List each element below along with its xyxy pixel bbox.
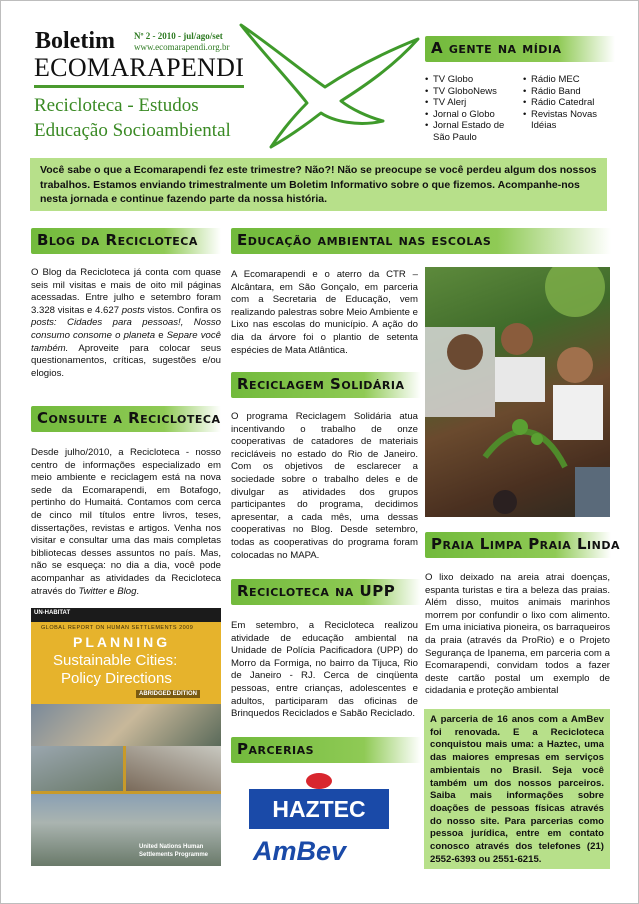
- book-cover: [31, 608, 221, 866]
- header-rule: [34, 85, 244, 88]
- list-item: • TV Alerj: [425, 97, 520, 109]
- intro-text: Você sabe o que a Ecomarapendi fez este trimestre? Não?! Não se preocupe se você perdeu algum dos nossos trabalhos. Estamos enviando trimestralmente um Boletim Informativo sobre o que fizemos. Acompanhe-nos nesta jornada e continue fazendo parte da nossa história.: [40, 164, 597, 205]
- upp-heading-text: Recicloteca na UPP: [237, 582, 396, 600]
- list-item: • TV Globo: [425, 74, 520, 86]
- site-url: www.ecomarapendi.org.br: [134, 42, 230, 52]
- cover-line3: Policy Directions: [61, 670, 172, 687]
- haztec-logo-icon: [306, 773, 332, 789]
- list-item: • Rádio Catedral: [523, 97, 615, 109]
- midia-heading-text: A gente na mídia: [431, 39, 562, 57]
- upp-text: Em setembro, a Recicloteca realizou atividade de educação ambiental na Unidade de Polícia Pacificadora (UPP) do Morro da Formiga, no bairro da Tijuca, Rio de Janeiro - RJ. Cerca de cinqüenta pessoas, entre crianças, adolescentes e adultos, participaram das oficinas de Brinquedos Reciclados e Sabão Reciclado.: [231, 620, 418, 720]
- blog-posts: posts: Cidades para pessoas!, Nosso consumo consome o planeta: [31, 317, 221, 341]
- parcerias-heading-text: Parcerias: [237, 740, 315, 758]
- consulte-heading: [31, 406, 221, 432]
- blog-text: [31, 267, 221, 380]
- issue-number: Nº 2 - 2010 - jul/ago/set: [134, 31, 223, 41]
- list-item: • TV GloboNews: [425, 86, 520, 98]
- list-item: • Jornal Estado de São Paulo: [425, 120, 520, 143]
- intro-box: [30, 158, 607, 211]
- blog-p3: e: [155, 329, 167, 341]
- cover-publisher: UN-HABITAT: [34, 610, 71, 616]
- educacao-heading: [231, 228, 611, 254]
- haztec-logo: HAZTEC: [249, 789, 389, 829]
- praia-heading-text: Praia Limpa Praia Linda: [431, 535, 620, 553]
- photo-art: [425, 267, 610, 517]
- midia-list-1: [425, 74, 520, 143]
- blog-p4: Aproveite para colocar seus questionamentos, críticas, sugestões e/ou elogios.: [31, 342, 221, 379]
- title-boletim: Boletim: [35, 28, 115, 54]
- cover-photo-1: [31, 704, 221, 746]
- consulte-end: .: [136, 585, 140, 597]
- consulte-text: [31, 447, 221, 598]
- blog-heading: [31, 228, 221, 254]
- cover-line2: Sustainable Cities:: [53, 652, 178, 669]
- parceria-box: [424, 709, 610, 869]
- cover-photo-3: [126, 746, 221, 791]
- educacao-heading-text: Educação ambiental nas escolas: [237, 231, 492, 249]
- subtitle-2: Educação Socioambiental: [34, 120, 231, 141]
- cover-line1: PLANNING: [73, 634, 171, 650]
- ambev-logo: AmBev: [253, 836, 347, 866]
- list-item: • Jornal o Globo: [425, 109, 520, 121]
- parcerias-heading: [231, 737, 421, 763]
- reciclagem-heading-text: Reciclagem Solidária: [237, 375, 405, 393]
- title-name: ECOMARAPENDI: [34, 53, 245, 82]
- cover-footer-1: United Nations Human: [139, 844, 204, 850]
- children-planting-photo: [425, 267, 610, 517]
- midia-heading: [425, 36, 615, 62]
- blog-p2: vistos. Confira os: [144, 304, 221, 316]
- consulte-heading-text: Consulte a Recicloteca: [37, 409, 221, 427]
- parceria-box-text: A parceria de 16 anos com a AmBev foi renovada. E a Recicloteca conquistou mais uma: a Haztec, uma das maiores empresas em serviços ambientais no Brasil. Seja você também um dos nossos parceiros. Saiba mais informações sobre doações de pessoas físicas através do nosso site. Para parcerias como pessoa jurídica, entre em contato conosco através dos telefones (21) 2552-6393 ou 2551-6215.: [430, 714, 604, 865]
- consulte-p1: Desde julho/2010, a Recicloteca - nosso centro de informações especializado em meio ambiente e reciclagem está na nova sede da Ecomarapendi, em Botafogo, pertinho do Humaitá. Contamos com cerca de cinco mil títulos entre livros, teses, dissertações, revistas e artigos. Venha nos visitar e consultar uma das mais completas bibliotecas desses assuntos no país. Mas, não se esqueça: no dia a dia, você pode acompanhar as atividades da Recicloteca através do: [31, 447, 221, 597]
- consulte-blog: Blog: [117, 585, 137, 597]
- upp-heading: [231, 579, 421, 605]
- blog-p1: O Blog da Recicloteca já conta com quase seis mil visitas e mais de oito mil páginas acessadas. Entre julho e setembro foram 3.328 visitas e 4.627: [31, 267, 221, 316]
- praia-text: O lixo deixado na areia atrai doenças, espanta turistas e tira a beleza das praias. Além disso, muitos animais marinhos morrem por confundir o lixo com alimento. Em uma iniciativa pioneira, os barraqueiros da praia (através da ProRio) e o Projeto Segurança de Ipanema, em parceria com a Ecomarapendi, convidam todos a fazer deste cartão postal um exemplo de cidadania e proteção ambiental: [425, 572, 610, 697]
- midia-list-2: [523, 74, 615, 132]
- praia-heading: [425, 532, 620, 558]
- blog-posts-word: posts: [121, 304, 145, 316]
- subtitle-1: Recicloteca - Estudos: [34, 95, 199, 116]
- cover-edition: ABRIDGED EDITION: [136, 690, 200, 698]
- cover-report: GLOBAL REPORT ON HUMAN SETTLEMENTS 2009: [41, 625, 194, 631]
- consulte-twitter: Twitter: [78, 585, 107, 597]
- cover-photo-2: [31, 746, 123, 791]
- list-item: • Revistas Novas Idéias: [523, 109, 615, 132]
- cover-footer-2: Settlements Programme: [139, 852, 209, 858]
- reciclagem-heading: [231, 372, 421, 398]
- educacao-text: A Ecomarapendi e o aterro da CTR – Alcântara, em São Gonçalo, em parceria com a Secretaria de Educação, vem realizando palestras sobre Meio Ambiente e Lixo nas escolas do município. A ação do dia da árvore foi o plantio de setenta espécies de Mata Atlântica.: [231, 269, 418, 356]
- list-item: • Rádio Band: [523, 86, 615, 98]
- blog-post3: Separe você também.: [31, 329, 221, 354]
- blog-heading-text: Blog da Recicloteca: [37, 231, 198, 249]
- reciclagem-text: O programa Reciclagem Solidária atua incentivando o trabalho de onze cooperativas de catadores de materiais recicláveis no estado do Rio de Janeiro. Com os objetivos de esclarecer a sociedade sobre o trabalho deles e de divulgar as atividades dos grupos participantes do programa, decidimos apresentar, a cada mês, uma dessas cooperativas no Blog. Desde setembro, todas as cooperativas do programa foram colocadas no MAPA.: [231, 411, 418, 561]
- bird-logo-icon: [233, 17, 423, 155]
- consulte-e: e: [106, 585, 118, 597]
- list-item: • Rádio MEC: [523, 74, 615, 86]
